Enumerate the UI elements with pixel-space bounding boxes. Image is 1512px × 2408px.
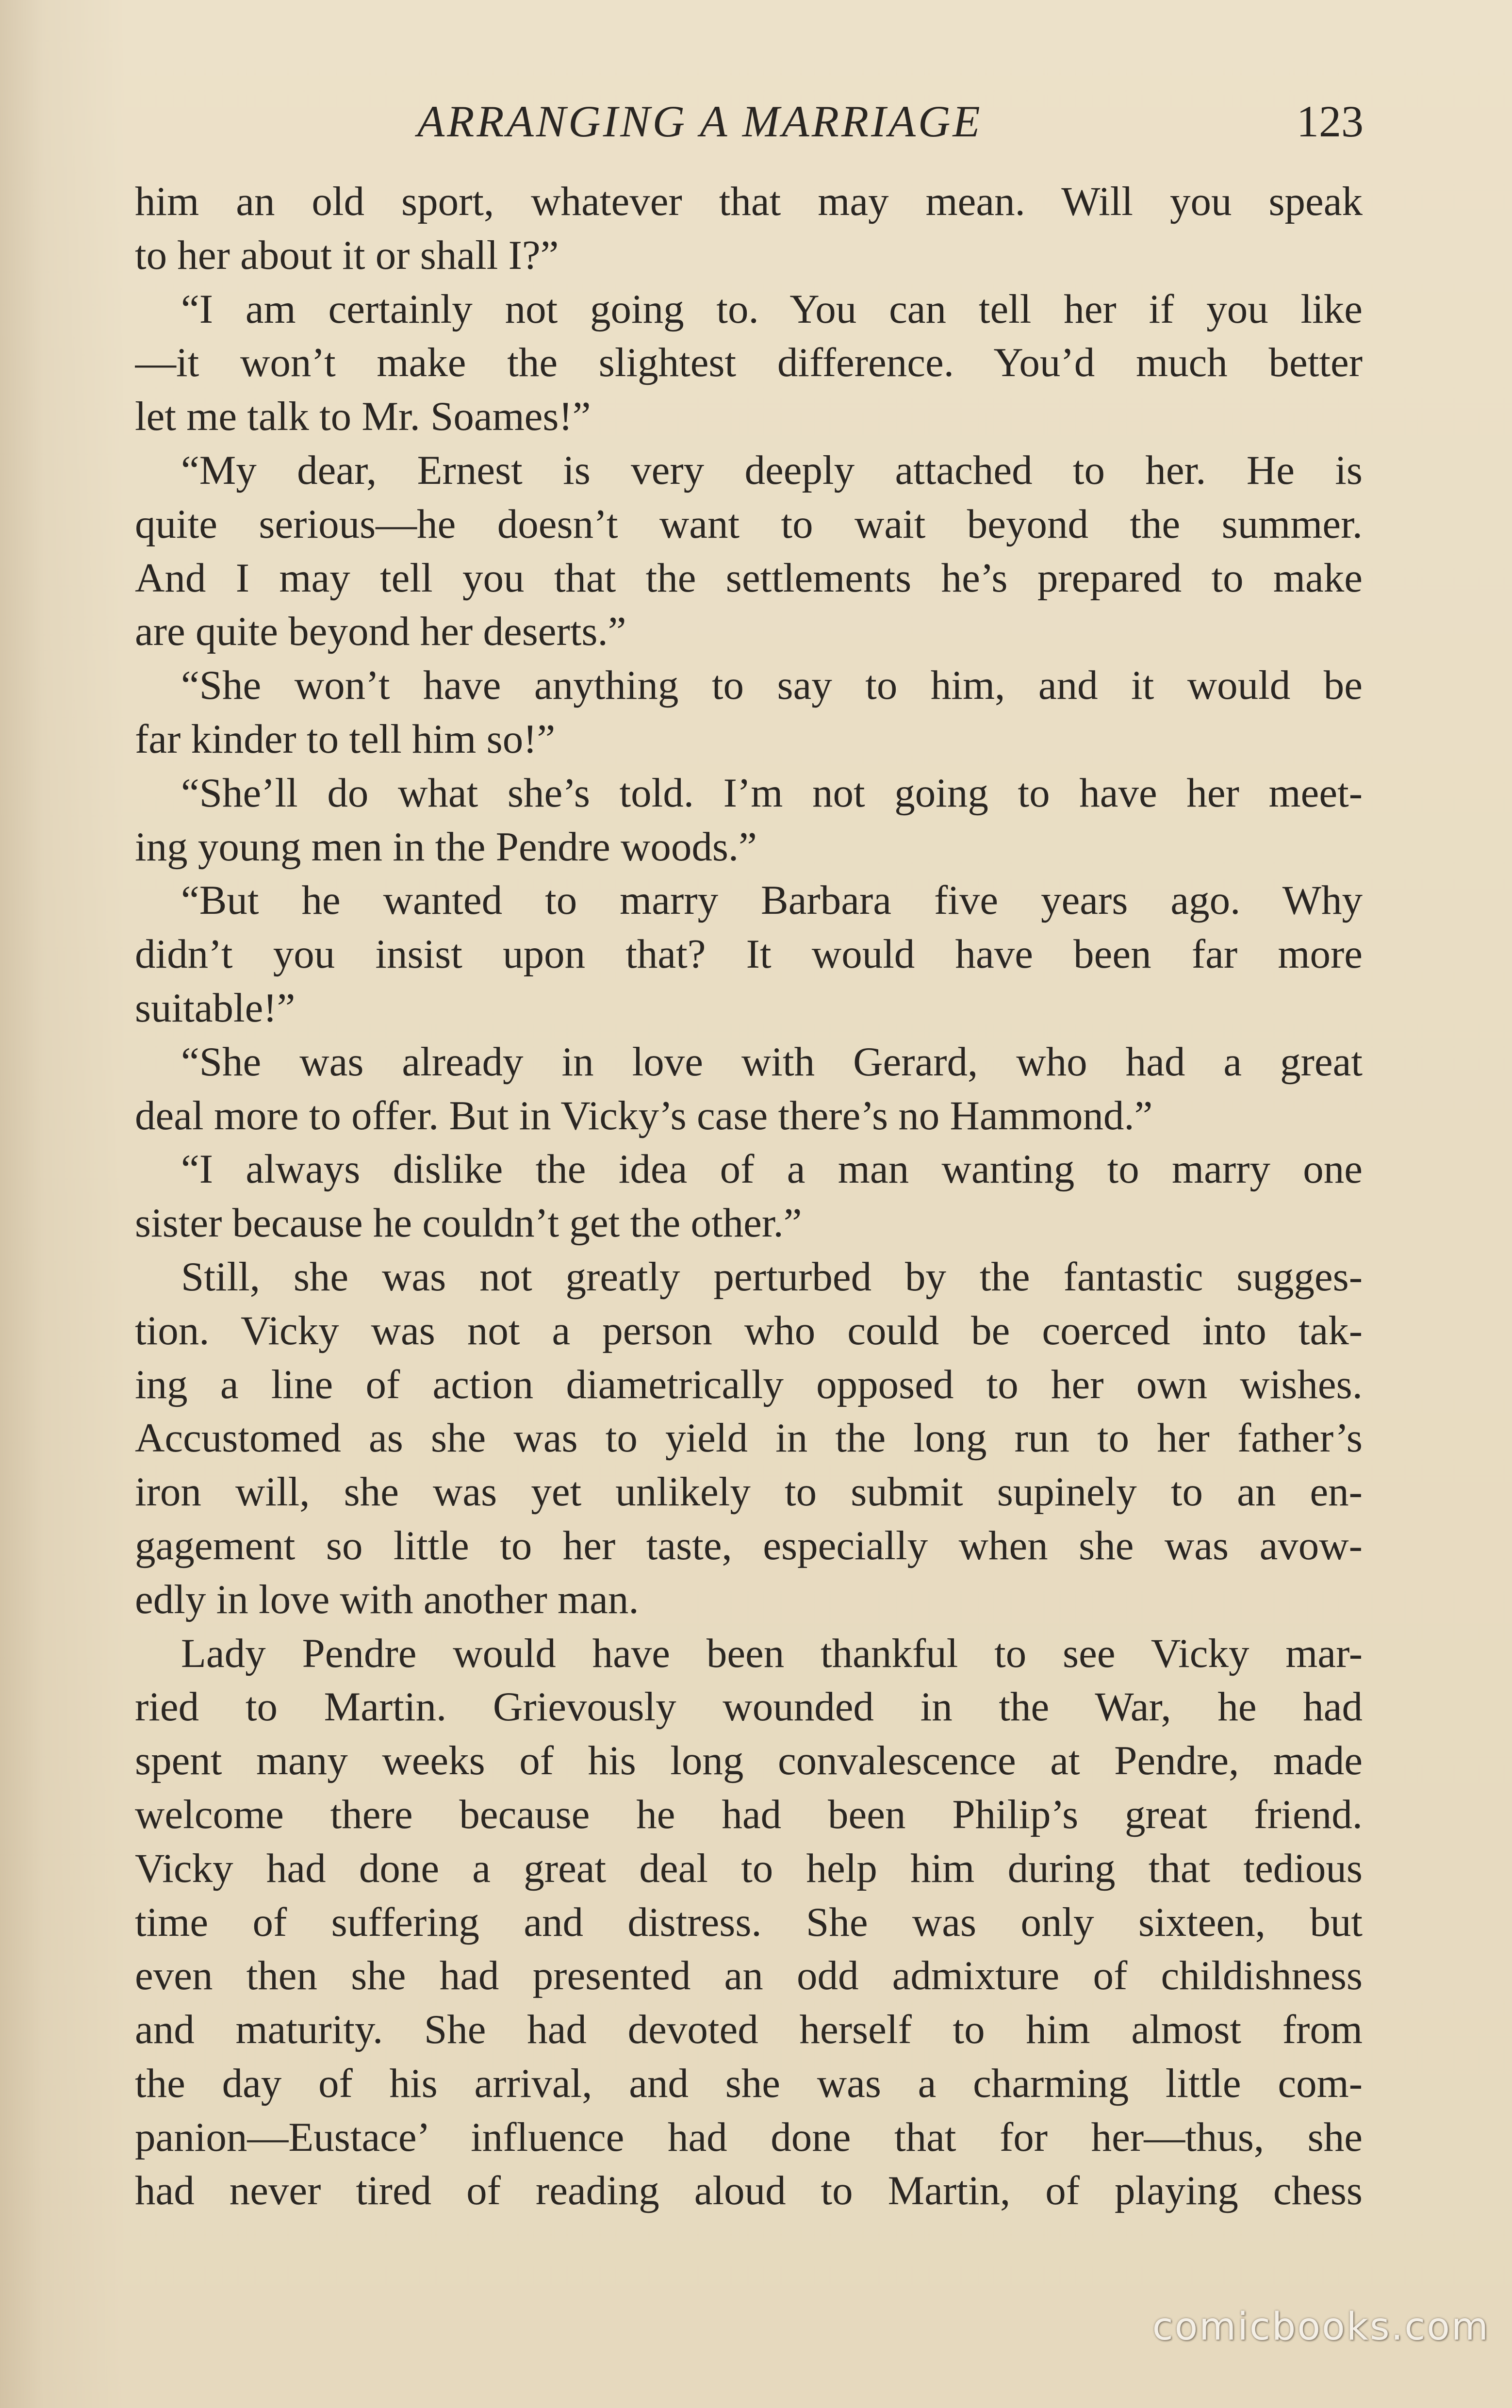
text-line: tion. Vicky was not a person who could be coerced into tak- [135, 1307, 1363, 1353]
text-line: And I may tell you that the settlements he’s prepared to make [135, 555, 1363, 601]
text-line: quite serious—he doesn’t want to wait beyond the summer. [135, 501, 1363, 547]
text-line: “But he wanted to marry Barbara five years ago. Why [181, 877, 1363, 924]
text-line: and maturity. She had devoted herself to him almost from [135, 2007, 1363, 2053]
text-line: “My dear, Ernest is very deeply attached to her. He is [181, 447, 1363, 493]
text-line: him an old sport, whatever that may mean. Will you speak [135, 179, 1363, 224]
text-line: sister because he couldn’t get the other.” [135, 1200, 802, 1246]
text-line: Still, she was not greatly perturbed by the fantastic sugges- [181, 1253, 1363, 1300]
text-line: let me talk to Mr. Soames!” [135, 394, 591, 440]
text-line: deal more to offer. But in Vicky’s case there’s no Hammond.” [135, 1092, 1153, 1138]
text-line: gagement so little to her taste, especially when she was avow- [135, 1522, 1363, 1568]
text-line: spent many weeks of his long convalescence at Pendre, made [135, 1738, 1363, 1784]
text-line: are quite beyond her deserts.” [135, 609, 626, 655]
text-line: had never tired of reading aloud to Martin, of playing chess [135, 2168, 1363, 2214]
text-line: edly in love with another man. [135, 1576, 639, 1622]
text-line: “I am certainly not going to. You can tell her if you like [181, 286, 1363, 332]
text-line: “She was already in love with Gerard, who had a great [181, 1039, 1363, 1085]
running-title: ARRANGING A MARRIAGE [417, 97, 983, 146]
text-line: —it won’t make the slightest difference. You’d much better [135, 340, 1363, 386]
text-line: Vicky had done a great deal to help him during that tedious [135, 1845, 1363, 1891]
text-line: ing young men in the Pendre woods.” [135, 824, 757, 870]
page-body-text [135, 175, 1363, 2242]
text-line: ing a line of action diametrically opposed to her own wishes. [135, 1361, 1363, 1407]
text-line: to her about it or shall I?” [135, 232, 559, 278]
text-line: “I always dislike the idea of a man wanting to marry one [181, 1146, 1363, 1192]
text-line: the day of his arrival, and she was a charming little com- [135, 2060, 1363, 2106]
text-line: panion—Eustace’ influence had done that for her—thus, she [135, 2114, 1363, 2160]
text-line: iron will, she was yet unlikely to submit supinely to an en- [135, 1469, 1363, 1515]
text-line: Lady Pendre would have been thankful to see Vicky mar- [181, 1630, 1363, 1676]
text-line: suitable!” [135, 985, 296, 1031]
text-line: “She won’t have anything to say to him, and it would be [181, 662, 1363, 709]
text-line: time of suffering and distress. She was only sixteen, but [135, 1899, 1363, 1945]
text-line: didn’t you insist upon that? It would have been far more [135, 931, 1363, 977]
text-line: even then she had presented an odd admixture of childishness [135, 1953, 1363, 1999]
text-line: Accustomed as she was to yield in the long run to her father’s [135, 1415, 1363, 1461]
text-line: ried to Martin. Grievously wounded in the War, he had [135, 1684, 1363, 1730]
text-line: “She’ll do what she’s told. I’m not going to have her meet- [181, 770, 1363, 816]
watermark-text: comicbooks.com [1152, 2305, 1490, 2349]
page-number: 123 [1297, 97, 1364, 146]
text-line: far kinder to tell him so!” [135, 716, 556, 762]
text-line: welcome there because he had been Philip’s great friend. [135, 1791, 1363, 1837]
